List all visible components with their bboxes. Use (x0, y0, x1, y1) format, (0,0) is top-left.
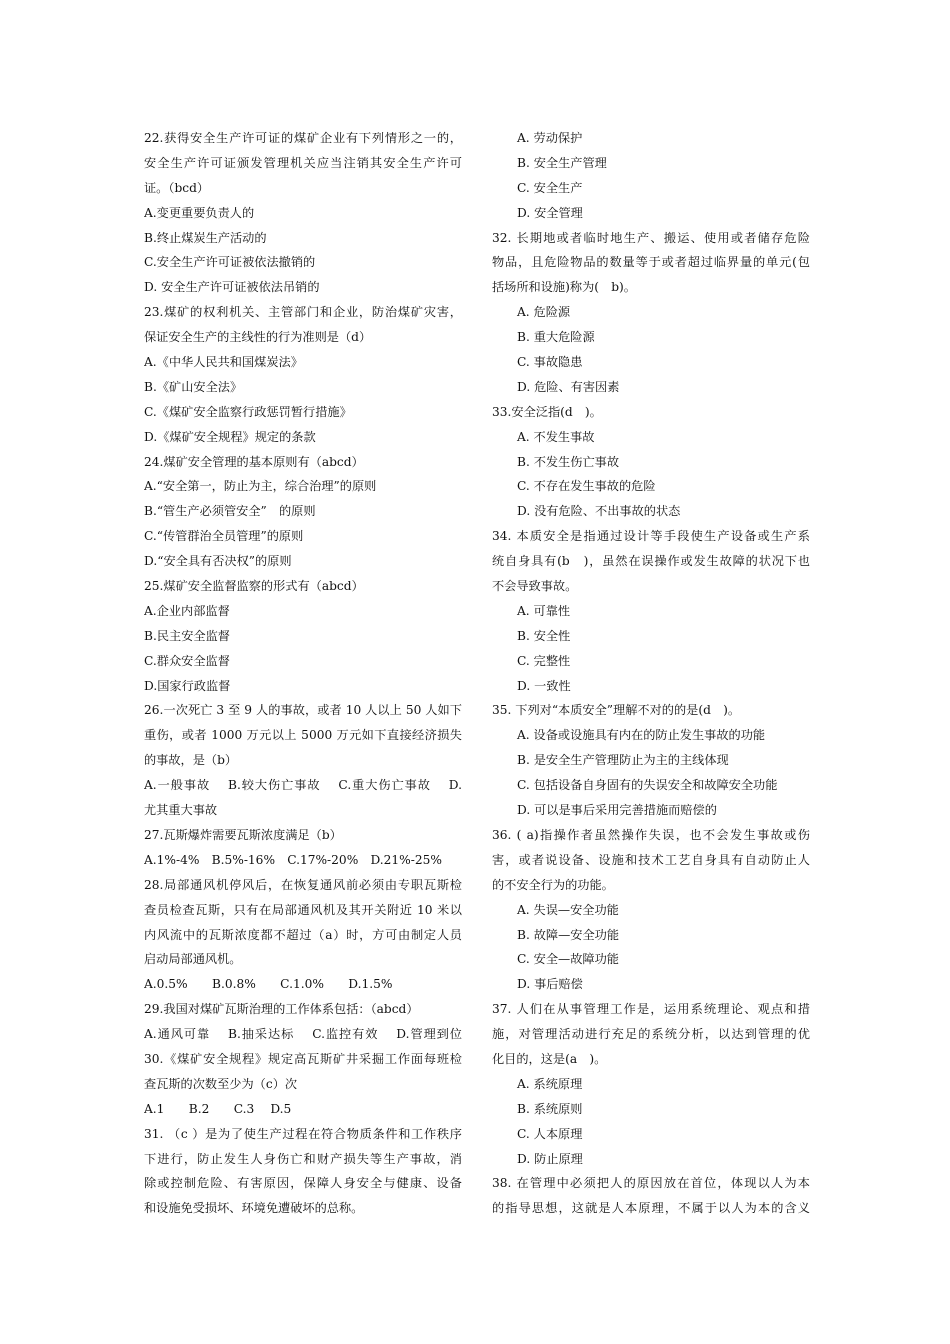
text-line: A.1 B.2 C.3 D.5 (144, 1101, 292, 1116)
text-line: 保证安全生产的主线性的行为准则是（d） (144, 330, 372, 345)
text-line: A. 不发生事故 (517, 429, 595, 444)
text-line: D. 安全生产许可证被依法吊销的 (144, 280, 320, 295)
text-line: D.国家行政监督 (144, 678, 231, 693)
text-line: B. 系统原则 (517, 1101, 583, 1116)
text-line: 30.《煤矿安全规程》规定高瓦斯矿井采掘工作面每班检 (144, 1051, 462, 1066)
text-line: 统自身具有(b )，虽然在误操作或发生故障的状况下也 (492, 554, 810, 569)
text-line: A. 危险源 (517, 305, 571, 320)
text-line: C.群众安全监督 (144, 653, 230, 668)
text-line: D.“安全具有否决权”的原则 (144, 554, 292, 569)
text-line: D. 事后赔偿 (517, 977, 583, 992)
text-line: 安全生产许可证颁发管理机关应当注销其安全生产许可 (144, 155, 462, 170)
text-line: 28.局部通风机停风后，在恢复通风前必须由专职瓦斯检 (144, 877, 462, 892)
text-line: 的不安全行为的功能。 (492, 877, 614, 892)
text-line: A.0.5% B.0.8% C.1.0% D.1.5% (144, 977, 393, 992)
text-line: 22.获得安全生产许可证的煤矿企业有下列情形之一的， (144, 131, 462, 145)
text-line: 下进行，防止发生人身伤亡和财产损失等生产事故，消 (144, 1151, 462, 1166)
text-line: C.安全生产许可证被依法撤销的 (144, 255, 316, 270)
text-line: A.通风可靠 B.抽采达标 C.监控有效 D.管理到位 (144, 1027, 462, 1042)
text-line: 32. 长期地或者临时地生产、搬运、使用或者储存危险 (492, 230, 810, 245)
text-line: 25.煤矿安全监督监察的形式有（abcd） (144, 579, 364, 594)
text-line: A.变更重要负责人的 (144, 205, 255, 220)
text-line: 23.煤矿的权利机关、主管部门和企业，防治煤矿灾害， (144, 305, 462, 320)
text-line: 重伤，或者 1000 万元以上 5000 万元如下直接经济损失 (144, 728, 462, 743)
text-line: C. 人本原理 (517, 1126, 583, 1141)
text-line: 27.瓦斯爆炸需要瓦斯浓度满足（b） (144, 827, 342, 842)
text-line: 害，或者说设备、设施和技术工艺自身具有自动防止人 (492, 852, 810, 867)
text-line: A. 系统原理 (517, 1076, 583, 1091)
text-line: 34. 本质安全是指通过设计等手段使生产设备或生产系 (492, 529, 810, 544)
text-line: C. 安全—故障功能 (517, 952, 619, 967)
text-line: C. 安全生产 (517, 180, 583, 195)
text-line: D.《煤矿安全规程》规定的条款 (144, 429, 316, 444)
text-line: 物品，且危险物品的数量等于或者超过临界量的单元(包 (492, 255, 810, 270)
text-line: D. 危险、有害因素 (517, 379, 620, 394)
text-line: B.终止煤炭生产活动的 (144, 230, 267, 245)
text-line: 不会导致事故。 (492, 579, 578, 594)
text-line: D. 没有危险、不出事故的状态 (517, 504, 681, 519)
text-line: A.一般事故 B.较大伤亡事故 C.重大伤亡事故 D. (144, 778, 462, 793)
text-line: D. 防止原理 (517, 1151, 583, 1166)
text-line: B. 安全生产管理 (517, 155, 607, 170)
text-line: B. 故障—安全功能 (517, 927, 620, 942)
text-line: 35. 下列对“本质安全”理解不对的的是(d )。 (492, 703, 741, 718)
left-column (144, 126, 462, 1221)
text-line: 36. ( a)指操作者虽然操作失误，也不会发生事故或伤 (492, 827, 810, 842)
text-line: 的指导思想，这就是人本原理，不属于以人为本的含义 (492, 1201, 810, 1216)
text-line: 括场所和设施)称为( b)。 (492, 280, 636, 295)
text-line: 启动局部通风机。 (144, 952, 242, 967)
text-line: 尤其重大事故 (144, 803, 218, 818)
text-line: B. 不发生伤亡事故 (517, 454, 620, 469)
text-line: C. 完整性 (517, 653, 571, 668)
text-line: 33.安全泛指(d )。 (492, 404, 602, 419)
text-line: B. 安全性 (517, 628, 571, 643)
text-line: 施，对管理活动进行充足的系统分析，以达到管理的优 (492, 1027, 810, 1042)
text-line: 24.煤矿安全管理的基本原则有（abcd） (144, 454, 364, 469)
text-line: 29.我国对煤矿瓦斯治理的工作体系包括：（abcd） (144, 1002, 419, 1017)
text-line: 除或控制危险、有害原因，保障人身安全与健康、设备 (144, 1176, 462, 1191)
text-line: B. 重大危险源 (517, 330, 595, 345)
text-line: B.“管生产必须管安全” 的原则 (144, 504, 316, 519)
text-line: D. 安全管理 (517, 205, 583, 220)
text-line: 38. 在管理中必须把人的原因放在首位，体现以人为本 (492, 1176, 810, 1191)
text-line: D. 可以是事后采用完善措施而赔偿的 (517, 803, 717, 818)
text-line: 的事故，是（b） (144, 753, 238, 768)
text-line: A.1%-4% B.5%-16% C.17%-20% D.21%-25% (144, 852, 442, 867)
text-line: 内风流中的瓦斯浓度都不超过（a）时，方可由制定人员 (144, 927, 462, 942)
text-line: 26.一次死亡 3 至 9 人的事故，或者 10 人以上 50 人如下 (144, 703, 462, 718)
text-line: A.“安全第一，防止为主，综合治理”的原则 (144, 479, 377, 494)
text-line: 证。（bcd） (144, 180, 210, 195)
text-line: 37. 人们在从事管理工作是，运用系统理论、观点和措 (492, 1002, 810, 1017)
text-line: B.《矿山安全法》 (144, 379, 243, 394)
text-line: B.民主安全监督 (144, 628, 230, 643)
text-line: A. 失误—安全功能 (517, 902, 619, 917)
text-line: C. 包括设备自身固有的失误安全和故障安全功能 (517, 778, 778, 793)
text-line: C.《煤矿安全监察行政惩罚暂行措施》 (144, 404, 352, 419)
text-line: 和设施免受损坏、环境免遭破坏的总称。 (144, 1201, 364, 1216)
text-line: 化目的，这是(a )。 (492, 1051, 607, 1066)
text-line: 查瓦斯的次数至少为（c）次 (144, 1076, 298, 1091)
text-line: A. 劳动保护 (517, 131, 583, 145)
text-line: A. 可靠性 (517, 603, 571, 618)
text-line: D. 一致性 (517, 678, 571, 693)
right-column (492, 126, 810, 1221)
text-line: C.“传管群治全员管理”的原则 (144, 529, 304, 544)
text-line: A.企业内部监督 (144, 603, 230, 618)
text-line: C. 不存在发生事故的危险 (517, 479, 656, 494)
text-line: A. 设备或设施具有内在的防止发生事故的功能 (517, 728, 766, 743)
text-line: C. 事故隐患 (517, 355, 583, 370)
text-line: A.《中华人民共和国煤炭法》 (144, 355, 303, 370)
text-line: B. 是安全生产管理防止为主的主线体现 (517, 753, 729, 768)
text-line: 31. （c ）是为了使生产过程在符合物质条件和工作秩序 (144, 1126, 462, 1141)
text-line: 查员检查瓦斯，只有在局部通风机及其开关附近 10 米以 (144, 902, 462, 917)
